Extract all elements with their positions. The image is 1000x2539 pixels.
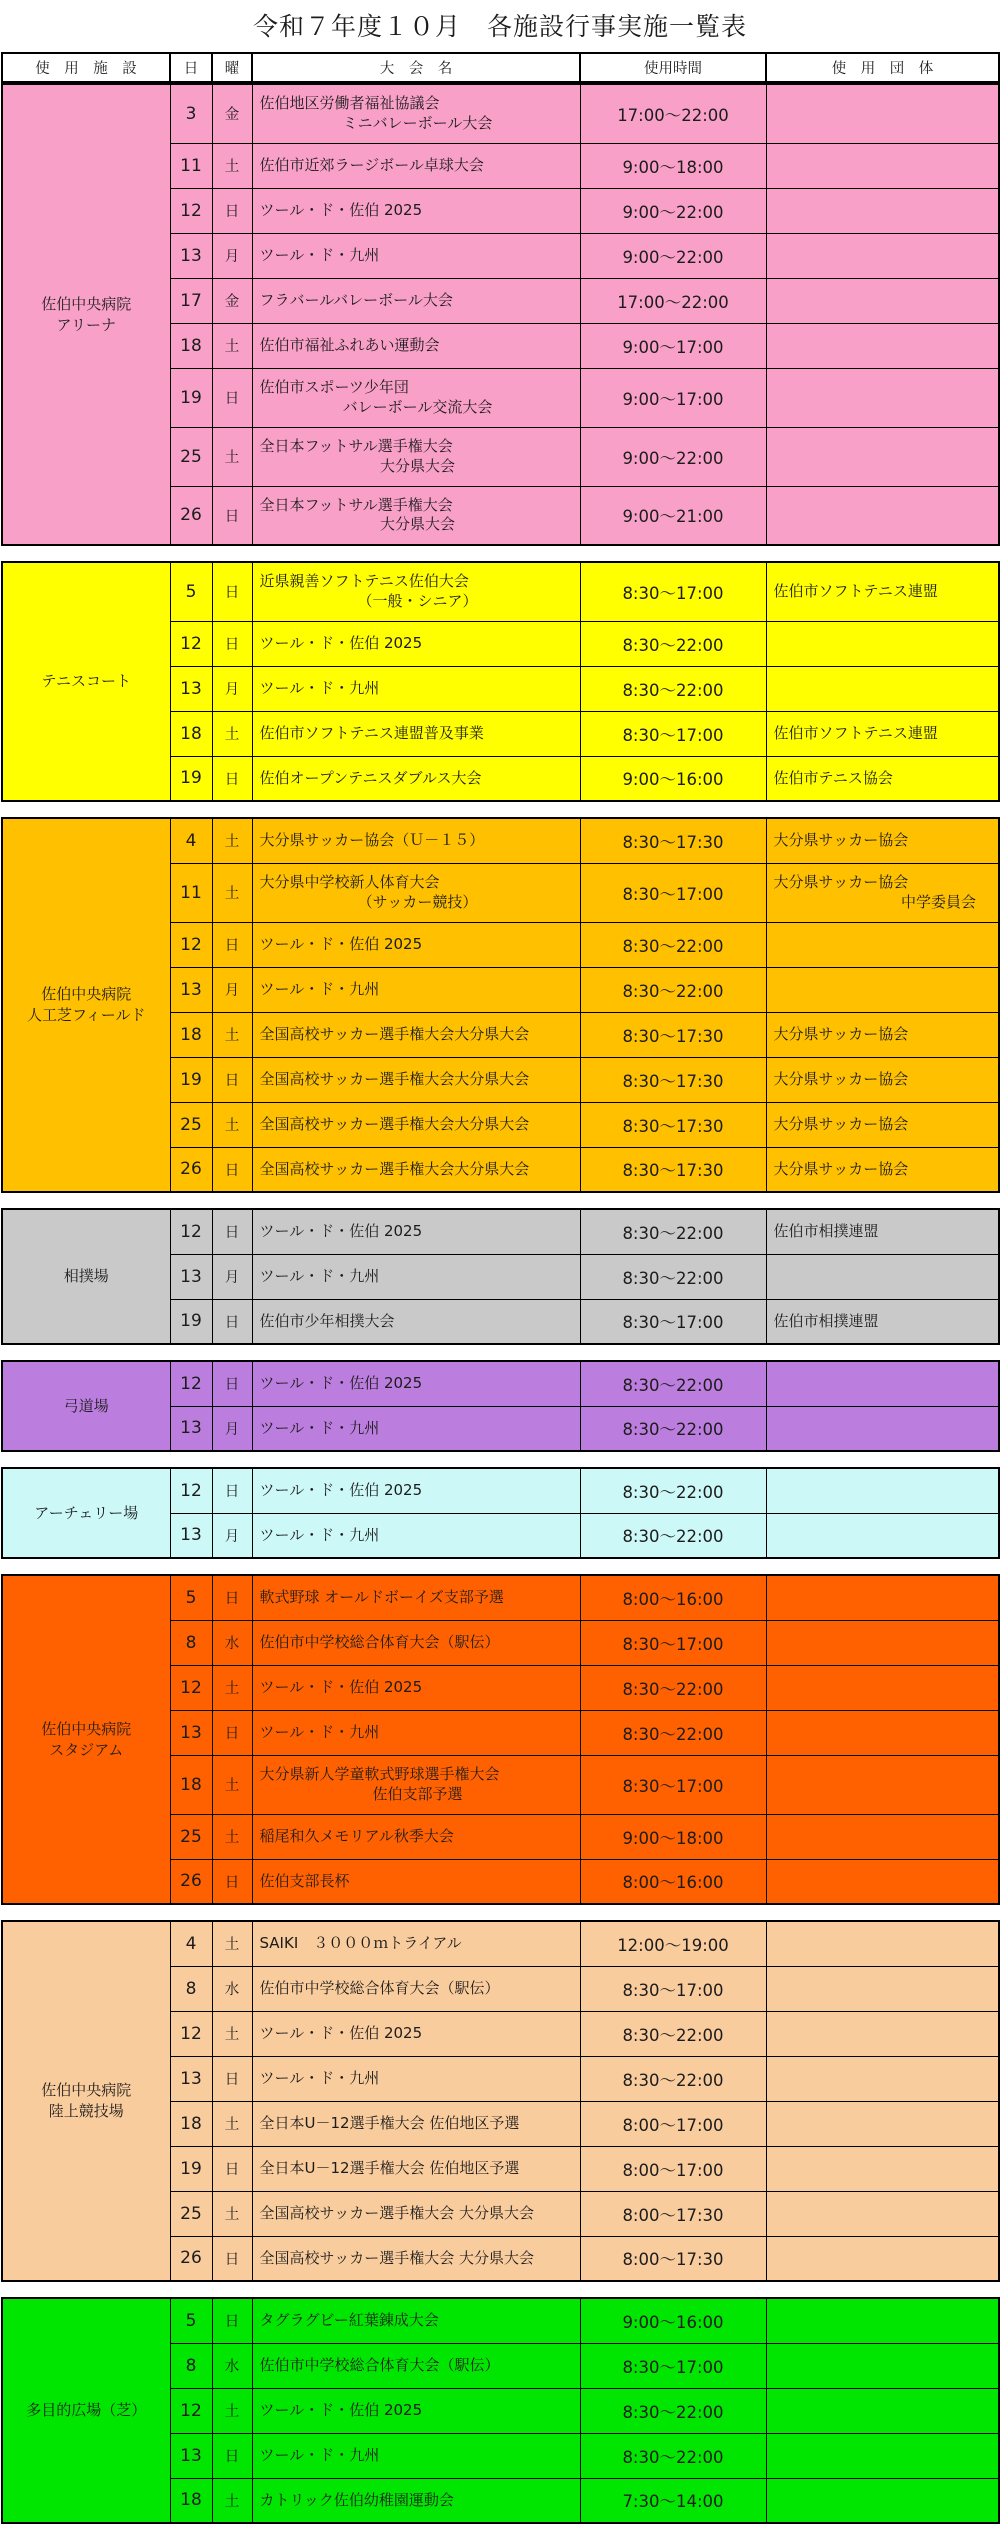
event-name-cell: ツール・ド・九州 [252, 666, 580, 711]
weekday-cell: 水 [212, 1620, 252, 1665]
organization-cell [766, 323, 999, 368]
weekday-cell: 日 [212, 2433, 252, 2478]
time-cell: 9:00～18:00 [580, 1814, 766, 1859]
event-name-cell: ツール・ド・九州 [252, 1406, 580, 1451]
time-cell: 9:00～21:00 [580, 486, 766, 545]
time-cell: 8:00～16:00 [580, 1575, 766, 1620]
organization-cell [766, 2388, 999, 2433]
event-name-cell: 佐伯市少年相撲大会 [252, 1299, 580, 1344]
facility-name: テニスコート [2, 562, 170, 801]
day-cell: 11 [170, 143, 212, 188]
weekday-cell: 日 [212, 1057, 252, 1102]
day-cell: 4 [170, 818, 212, 863]
col-header-facility: 使 用 施 設 [2, 53, 170, 82]
col-header-organization: 使 用 団 体 [766, 53, 999, 82]
weekday-cell: 土 [212, 818, 252, 863]
weekday-cell: 土 [212, 1755, 252, 1814]
organization-cell: 佐伯市相撲連盟 [766, 1299, 999, 1344]
time-cell: 8:30～17:30 [580, 1012, 766, 1057]
weekday-cell: 日 [212, 1710, 252, 1755]
time-cell: 8:30～17:30 [580, 1057, 766, 1102]
event-name-cell: 全国高校サッカー選手権大会 大分県大会 [252, 2236, 580, 2281]
day-cell: 5 [170, 562, 212, 621]
event-name-cell: 佐伯地区労働者福祉協議会 ミニバレーボール大会 [252, 84, 580, 143]
table-row [2, 1361, 999, 1406]
day-cell: 19 [170, 1299, 212, 1344]
weekday-cell: 水 [212, 1966, 252, 2011]
organization-cell [766, 967, 999, 1012]
time-cell: 9:00～17:00 [580, 323, 766, 368]
organization-cell [766, 1665, 999, 1710]
organization-cell: 大分県サッカー協会 [766, 1147, 999, 1192]
day-cell: 25 [170, 427, 212, 486]
facility-name: 相撲場 [2, 1209, 170, 1344]
organization-cell: 佐伯市ソフトテニス連盟 [766, 562, 999, 621]
time-cell: 8:30～17:00 [580, 1755, 766, 1814]
day-cell: 4 [170, 1921, 212, 1966]
weekday-cell: 日 [212, 368, 252, 427]
event-name-cell: ツール・ド・九州 [252, 2056, 580, 2101]
time-cell: 8:00～17:00 [580, 2101, 766, 2146]
time-cell: 8:00～17:00 [580, 2146, 766, 2191]
event-name-cell: ツール・ド・佐伯 2025 [252, 2011, 580, 2056]
organization-cell [766, 1361, 999, 1406]
event-name-cell: 全国高校サッカー選手権大会大分県大会 [252, 1102, 580, 1147]
time-cell: 8:30～22:00 [580, 1513, 766, 1558]
event-name-cell: ツール・ド・九州 [252, 233, 580, 278]
weekday-cell: 日 [212, 1575, 252, 1620]
organization-cell [766, 2056, 999, 2101]
organization-cell [766, 278, 999, 323]
time-cell: 8:30～22:00 [580, 666, 766, 711]
event-name-cell: 佐伯市中学校総合体育大会（駅伝） [252, 1966, 580, 2011]
organization-cell: 佐伯市テニス協会 [766, 756, 999, 801]
day-cell: 11 [170, 863, 212, 922]
organization-cell [766, 1859, 999, 1904]
event-name-cell: 大分県新人学童軟式野球選手権大会 佐伯支部予選 [252, 1755, 580, 1814]
day-cell: 18 [170, 1012, 212, 1057]
event-name-cell: タグラグビー紅葉錬成大会 [252, 2298, 580, 2343]
time-cell: 8:00～16:00 [580, 1859, 766, 1904]
event-name-cell: 軟式野球 オールドボーイズ支部予選 [252, 1575, 580, 1620]
section-stadium [1, 1574, 1000, 1905]
weekday-cell: 土 [212, 1665, 252, 1710]
event-name-cell: カトリック佐伯幼稚園運動会 [252, 2478, 580, 2523]
weekday-cell: 土 [212, 2011, 252, 2056]
event-name-cell: ツール・ド・佐伯 2025 [252, 188, 580, 233]
organization-cell [766, 143, 999, 188]
weekday-cell: 土 [212, 1921, 252, 1966]
table-row [2, 818, 999, 863]
weekday-cell: 日 [212, 1859, 252, 1904]
time-cell: 9:00～22:00 [580, 233, 766, 278]
organization-cell [766, 922, 999, 967]
event-name-cell: ツール・ド・佐伯 2025 [252, 922, 580, 967]
time-cell: 12:00～19:00 [580, 1921, 766, 1966]
weekday-cell: 日 [212, 1361, 252, 1406]
column-header-row [1, 52, 1000, 83]
section-multipurpose-lawn [1, 2297, 1000, 2524]
facility-name: 佐伯中央病院 アリーナ [2, 84, 170, 545]
organization-cell: 大分県サッカー協会 [766, 1057, 999, 1102]
organization-cell: 大分県サッカー協会 [766, 1102, 999, 1147]
section-archery-range [1, 1467, 1000, 1559]
organization-cell [766, 1254, 999, 1299]
day-cell: 5 [170, 2298, 212, 2343]
day-cell: 8 [170, 1966, 212, 2011]
organization-cell [766, 2011, 999, 2056]
page-title: 令和７年度１０月 各施設行事実施一覧表 [252, 12, 747, 41]
organization-cell [766, 2191, 999, 2236]
event-name-cell: 全国高校サッカー選手権大会大分県大会 [252, 1012, 580, 1057]
day-cell: 19 [170, 2146, 212, 2191]
time-cell: 8:30～17:30 [580, 1102, 766, 1147]
time-cell: 8:30～17:00 [580, 711, 766, 756]
table-row [2, 84, 999, 143]
day-cell: 25 [170, 2191, 212, 2236]
event-name-cell: 佐伯オープンテニスダブルス大会 [252, 756, 580, 801]
time-cell: 8:30～17:00 [580, 1620, 766, 1665]
day-cell: 3 [170, 84, 212, 143]
organization-cell [766, 84, 999, 143]
weekday-cell: 日 [212, 188, 252, 233]
event-name-cell: 近県親善ソフトテニス佐伯大会 （一般・シニア） [252, 562, 580, 621]
section-arena [1, 83, 1000, 546]
organization-cell [766, 621, 999, 666]
event-name-cell: 全国高校サッカー選手権大会大分県大会 [252, 1147, 580, 1192]
time-cell: 17:00～22:00 [580, 278, 766, 323]
day-cell: 18 [170, 323, 212, 368]
section-turf-field [1, 817, 1000, 1193]
day-cell: 25 [170, 1102, 212, 1147]
time-cell: 8:30～22:00 [580, 2388, 766, 2433]
day-cell: 8 [170, 2343, 212, 2388]
weekday-cell: 日 [212, 2146, 252, 2191]
facility-name: 佐伯中央病院 人工芝フィールド [2, 818, 170, 1192]
time-cell: 17:00～22:00 [580, 84, 766, 143]
facility-name: 多目的広場（芝） [2, 2298, 170, 2523]
weekday-cell: 日 [212, 1209, 252, 1254]
col-header-time: 使用時間 [580, 53, 766, 82]
event-name-cell: ツール・ド・九州 [252, 967, 580, 1012]
time-cell: 8:30～22:00 [580, 922, 766, 967]
organization-cell [766, 2101, 999, 2146]
weekday-cell: 土 [212, 1814, 252, 1859]
weekday-cell: 月 [212, 1254, 252, 1299]
event-name-cell: 全国高校サッカー選手権大会大分県大会 [252, 1057, 580, 1102]
day-cell: 26 [170, 1147, 212, 1192]
day-cell: 5 [170, 1575, 212, 1620]
table-row [2, 1209, 999, 1254]
day-cell: 12 [170, 188, 212, 233]
day-cell: 18 [170, 2478, 212, 2523]
organization-cell [766, 666, 999, 711]
organization-cell [766, 1620, 999, 1665]
weekday-cell: 土 [212, 2388, 252, 2433]
day-cell: 18 [170, 711, 212, 756]
weekday-cell: 日 [212, 922, 252, 967]
weekday-cell: 土 [212, 2101, 252, 2146]
time-cell: 8:30～22:00 [580, 1361, 766, 1406]
organization-cell [766, 1814, 999, 1859]
weekday-cell: 土 [212, 427, 252, 486]
day-cell: 19 [170, 756, 212, 801]
facility-name: アーチェリー場 [2, 1468, 170, 1558]
time-cell: 8:30～22:00 [580, 1406, 766, 1451]
time-cell: 8:30～22:00 [580, 1665, 766, 1710]
event-name-cell: 佐伯市中学校総合体育大会（駅伝） [252, 2343, 580, 2388]
time-cell: 8:30～17:30 [580, 1147, 766, 1192]
day-cell: 18 [170, 2101, 212, 2146]
day-cell: 19 [170, 368, 212, 427]
col-header-weekday: 曜 [212, 53, 252, 82]
day-cell: 13 [170, 2433, 212, 2478]
event-name-cell: 佐伯市スポーツ少年団 バレーボール交流大会 [252, 368, 580, 427]
time-cell: 8:30～17:00 [580, 1966, 766, 2011]
organization-cell [766, 1710, 999, 1755]
col-header-event: 大 会 名 [252, 53, 580, 82]
weekday-cell: 月 [212, 967, 252, 1012]
organization-cell [766, 1513, 999, 1558]
event-name-cell: ツール・ド・佐伯 2025 [252, 1209, 580, 1254]
event-name-cell: 佐伯市近郊ラージボール卓球大会 [252, 143, 580, 188]
section-kyudo-hall [1, 1360, 1000, 1452]
day-cell: 13 [170, 2056, 212, 2101]
weekday-cell: 金 [212, 278, 252, 323]
time-cell: 8:30～17:00 [580, 863, 766, 922]
weekday-cell: 日 [212, 2236, 252, 2281]
weekday-cell: 土 [212, 711, 252, 756]
weekday-cell: 土 [212, 2191, 252, 2236]
event-name-cell: ツール・ド・九州 [252, 1513, 580, 1558]
time-cell: 8:30～22:00 [580, 1710, 766, 1755]
organization-cell: 大分県サッカー協会 中学委員会 [766, 863, 999, 922]
weekday-cell: 水 [212, 2343, 252, 2388]
table-row [2, 2298, 999, 2343]
time-cell: 8:30～22:00 [580, 967, 766, 1012]
weekday-cell: 日 [212, 1299, 252, 1344]
weekday-cell: 日 [212, 1468, 252, 1513]
event-name-cell: 大分県中学校新人体育大会 （サッカー競技） [252, 863, 580, 922]
organization-cell [766, 2298, 999, 2343]
weekday-cell: 土 [212, 1012, 252, 1057]
event-name-cell: 稲尾和久メモリアル秋季大会 [252, 1814, 580, 1859]
time-cell: 8:30～22:00 [580, 2011, 766, 2056]
day-cell: 12 [170, 2011, 212, 2056]
time-cell: 9:00～22:00 [580, 427, 766, 486]
time-cell: 9:00～16:00 [580, 756, 766, 801]
day-cell: 26 [170, 2236, 212, 2281]
organization-cell: 佐伯市ソフトテニス連盟 [766, 711, 999, 756]
weekday-cell: 土 [212, 2478, 252, 2523]
day-cell: 19 [170, 1057, 212, 1102]
event-name-cell: 佐伯市福祉ふれあい運動会 [252, 323, 580, 368]
time-cell: 8:30～22:00 [580, 1254, 766, 1299]
time-cell: 9:00～22:00 [580, 188, 766, 233]
day-cell: 12 [170, 621, 212, 666]
weekday-cell: 月 [212, 1406, 252, 1451]
day-cell: 13 [170, 1254, 212, 1299]
event-name-cell: 佐伯支部長杯 [252, 1859, 580, 1904]
event-name-cell: 全日本フットサル選手権大会 大分県大会 [252, 486, 580, 545]
weekday-cell: 土 [212, 863, 252, 922]
event-name-cell: 全国高校サッカー選手権大会 大分県大会 [252, 2191, 580, 2236]
time-cell: 8:30～22:00 [580, 2056, 766, 2101]
day-cell: 12 [170, 1361, 212, 1406]
organization-cell: 大分県サッカー協会 [766, 818, 999, 863]
organization-cell [766, 1755, 999, 1814]
day-cell: 26 [170, 1859, 212, 1904]
day-cell: 13 [170, 1513, 212, 1558]
event-name-cell: ツール・ド・佐伯 2025 [252, 1665, 580, 1710]
event-name-cell: ツール・ド・九州 [252, 1710, 580, 1755]
organization-cell [766, 368, 999, 427]
sections-container [0, 83, 1000, 2524]
weekday-cell: 月 [212, 1513, 252, 1558]
weekday-cell: 土 [212, 323, 252, 368]
day-cell: 12 [170, 1209, 212, 1254]
event-name-cell: ツール・ド・佐伯 2025 [252, 1361, 580, 1406]
weekday-cell: 日 [212, 756, 252, 801]
event-name-cell: 大分県サッカー協会（Ｕ－１５） [252, 818, 580, 863]
day-cell: 13 [170, 666, 212, 711]
section-sumo-ring [1, 1208, 1000, 1345]
day-cell: 13 [170, 1710, 212, 1755]
weekday-cell: 金 [212, 84, 252, 143]
day-cell: 12 [170, 1665, 212, 1710]
organization-cell: 大分県サッカー協会 [766, 1012, 999, 1057]
weekday-cell: 日 [212, 621, 252, 666]
event-name-cell: 佐伯市ソフトテニス連盟普及事業 [252, 711, 580, 756]
time-cell: 8:30～17:00 [580, 2343, 766, 2388]
day-cell: 12 [170, 1468, 212, 1513]
event-name-cell: ツール・ド・九州 [252, 1254, 580, 1299]
time-cell: 9:00～17:00 [580, 368, 766, 427]
time-cell: 8:30～17:30 [580, 818, 766, 863]
organization-cell [766, 427, 999, 486]
event-name-cell: SAIKI ３０００ｍトライアル [252, 1921, 580, 1966]
time-cell: 9:00～16:00 [580, 2298, 766, 2343]
weekday-cell: 日 [212, 2056, 252, 2101]
section-athletics-field [1, 1920, 1000, 2282]
day-cell: 26 [170, 486, 212, 545]
time-cell: 8:00～17:30 [580, 2236, 766, 2281]
organization-cell [766, 1468, 999, 1513]
section-tennis-court [1, 561, 1000, 802]
time-cell: 9:00～18:00 [580, 143, 766, 188]
time-cell: 7:30～14:00 [580, 2478, 766, 2523]
facility-name: 弓道場 [2, 1361, 170, 1451]
day-cell: 25 [170, 1814, 212, 1859]
day-cell: 17 [170, 278, 212, 323]
weekday-cell: 日 [212, 486, 252, 545]
day-cell: 12 [170, 922, 212, 967]
time-cell: 8:30～22:00 [580, 1209, 766, 1254]
time-cell: 8:30～22:00 [580, 2433, 766, 2478]
day-cell: 18 [170, 1755, 212, 1814]
organization-cell [766, 1966, 999, 2011]
event-name-cell: 佐伯市中学校総合体育大会（駅伝） [252, 1620, 580, 1665]
organization-cell [766, 2146, 999, 2191]
event-name-cell: 全日本U－12選手権大会 佐伯地区予選 [252, 2146, 580, 2191]
organization-cell [766, 188, 999, 233]
time-cell: 8:30～17:00 [580, 1299, 766, 1344]
weekday-cell: 月 [212, 666, 252, 711]
event-name-cell: ツール・ド・佐伯 2025 [252, 1468, 580, 1513]
table-row [2, 1921, 999, 1966]
day-cell: 13 [170, 233, 212, 278]
day-cell: 8 [170, 1620, 212, 1665]
event-name-cell: ツール・ド・佐伯 2025 [252, 2388, 580, 2433]
weekday-cell: 日 [212, 562, 252, 621]
organization-cell [766, 2478, 999, 2523]
facility-name: 佐伯中央病院 スタジアム [2, 1575, 170, 1904]
weekday-cell: 日 [212, 1147, 252, 1192]
organization-cell [766, 486, 999, 545]
weekday-cell: 日 [212, 2298, 252, 2343]
day-cell: 12 [170, 2388, 212, 2433]
organization-cell [766, 2236, 999, 2281]
organization-cell: 佐伯市相撲連盟 [766, 1209, 999, 1254]
time-cell: 8:30～22:00 [580, 1468, 766, 1513]
time-cell: 8:30～17:00 [580, 562, 766, 621]
organization-cell [766, 2433, 999, 2478]
event-name-cell: 全日本フットサル選手権大会 大分県大会 [252, 427, 580, 486]
day-cell: 13 [170, 967, 212, 1012]
time-cell: 8:30～22:00 [580, 621, 766, 666]
day-cell: 13 [170, 1406, 212, 1451]
weekday-cell: 月 [212, 233, 252, 278]
weekday-cell: 土 [212, 143, 252, 188]
weekday-cell: 土 [212, 1102, 252, 1147]
table-row [2, 562, 999, 621]
table-row [2, 1468, 999, 1513]
organization-cell [766, 2343, 999, 2388]
table-row [2, 1575, 999, 1620]
event-name-cell: フラバールバレーボール大会 [252, 278, 580, 323]
col-header-day: 日 [170, 53, 212, 82]
organization-cell [766, 1921, 999, 1966]
event-name-cell: ツール・ド・佐伯 2025 [252, 621, 580, 666]
event-name-cell: 全日本U－12選手権大会 佐伯地区予選 [252, 2101, 580, 2146]
header-row [2, 53, 999, 82]
organization-cell [766, 233, 999, 278]
organization-cell [766, 1406, 999, 1451]
organization-cell [766, 1575, 999, 1620]
facility-name: 佐伯中央病院 陸上競技場 [2, 1921, 170, 2281]
event-name-cell: ツール・ド・九州 [252, 2433, 580, 2478]
time-cell: 8:00～17:30 [580, 2191, 766, 2236]
